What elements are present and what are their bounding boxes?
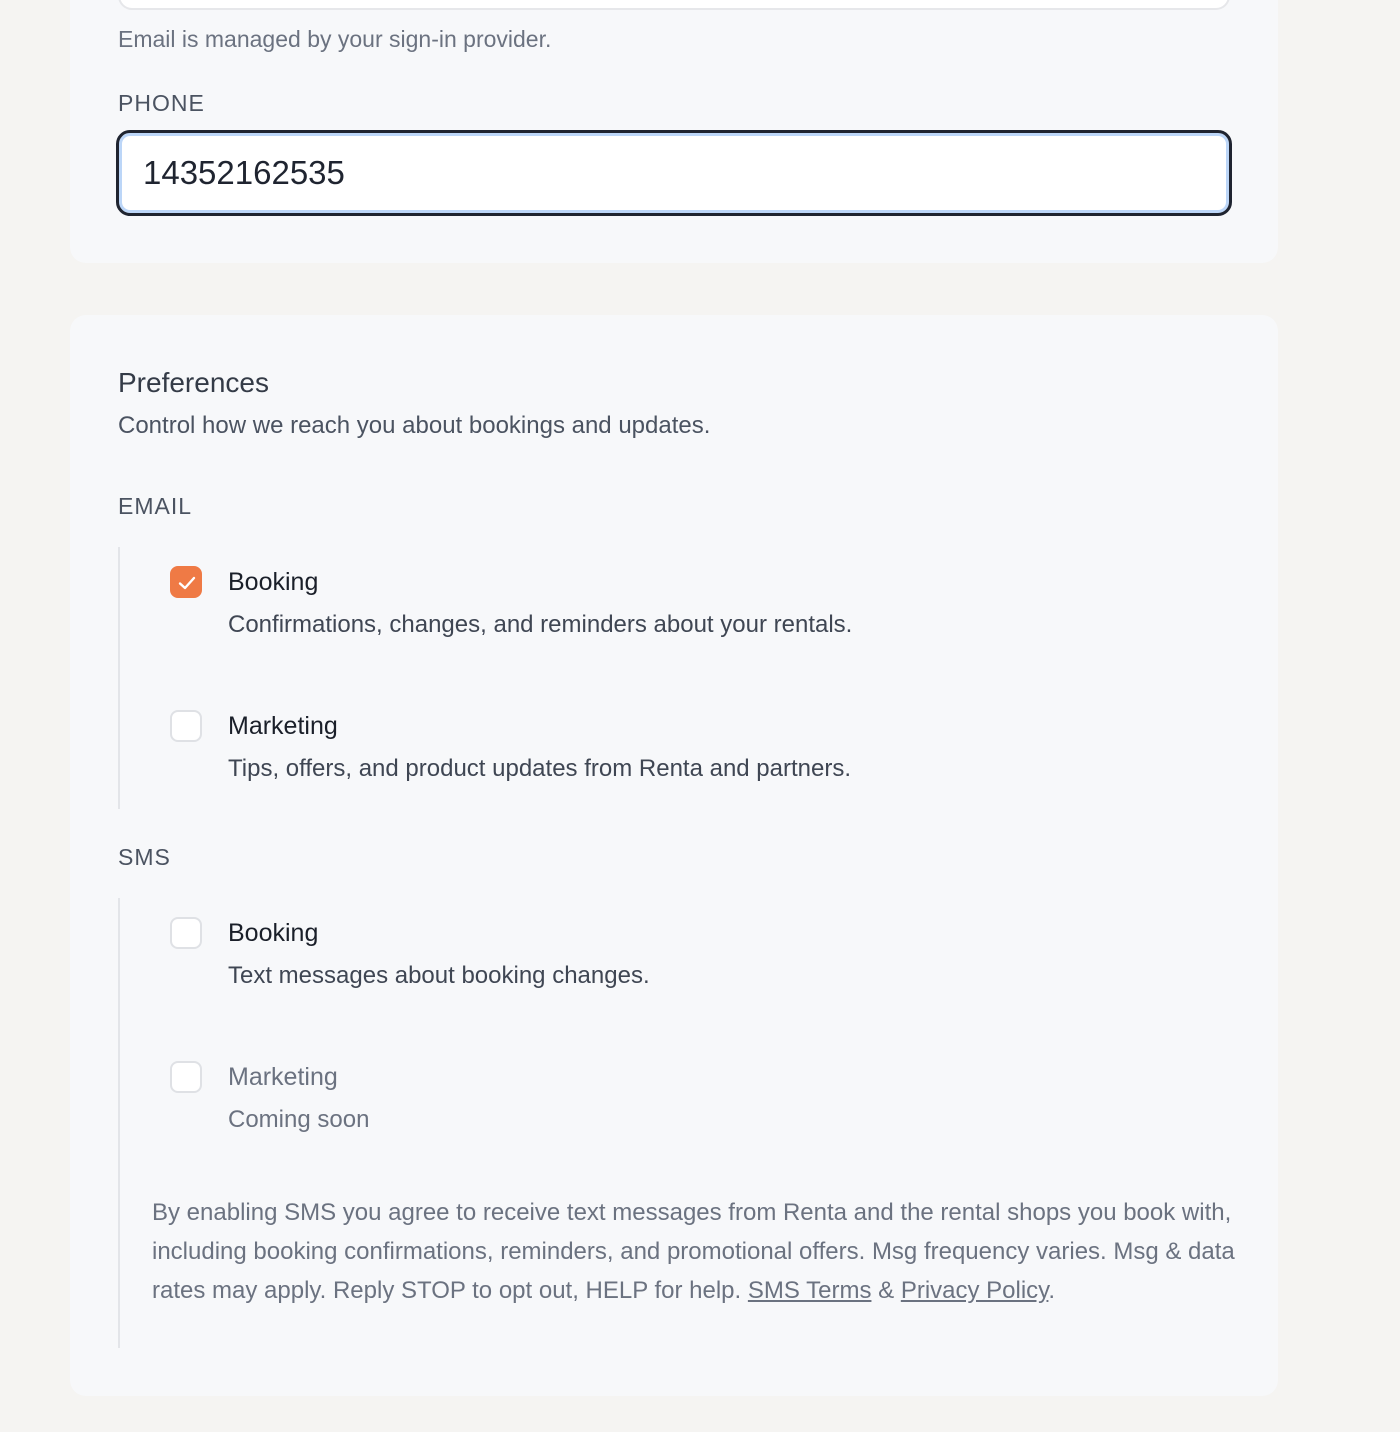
checkmark-icon [177, 574, 197, 592]
section-subtitle: Control how we reach you about bookings and updates. [118, 412, 711, 439]
sms-marketing-checkbox [170, 1061, 202, 1093]
disclaimer-period: . [1048, 1277, 1056, 1304]
sms-marketing-title: Marketing [228, 1063, 338, 1091]
sms-consent-disclaimer [152, 1193, 1242, 1310]
email-helper-text: Email is managed by your sign-in provider. [118, 26, 552, 52]
email-group-label: EMAIL [118, 493, 193, 519]
email-booking-title[interactable]: Booking [228, 568, 319, 596]
contact-details-card [70, 0, 1278, 263]
email-group-divider [118, 547, 120, 809]
ampersand: & [878, 1277, 895, 1304]
email-booking-description: Confirmations, changes, and reminders about your rentals. [228, 611, 853, 638]
phone-label: PHONE [118, 90, 205, 116]
privacy-policy-link[interactable]: Privacy Policy [900, 1277, 1049, 1304]
sms-marketing-coming-soon: Coming soon [228, 1106, 370, 1133]
sms-booking-description: Text messages about booking changes. [228, 962, 650, 989]
phone-input[interactable] [116, 130, 1232, 216]
email-booking-checkbox[interactable] [170, 566, 202, 598]
email-marketing-description: Tips, offers, and product updates from Renta and partners. [228, 755, 852, 782]
sms-disclaimer-text: By enabling SMS you agree to receive text messages from Renta and the rental shops you book with, including booking confirmations, reminders, and promotional offers. Msg frequency varies. Msg & data rates may apply. Reply STOP to opt out, HELP for help. [152, 1199, 1235, 1304]
email-marketing-title[interactable]: Marketing [228, 712, 338, 740]
sms-booking-checkbox[interactable] [170, 917, 202, 949]
sms-group-divider [118, 898, 120, 1348]
sms-terms-link[interactable]: SMS Terms [747, 1277, 872, 1304]
section-title: Preferences [118, 367, 269, 398]
sms-group-label: SMS [118, 844, 171, 870]
email-marketing-checkbox[interactable] [170, 710, 202, 742]
preferences-card [70, 315, 1278, 1396]
email-field [118, 0, 1230, 10]
sms-booking-title[interactable]: Booking [228, 919, 319, 947]
